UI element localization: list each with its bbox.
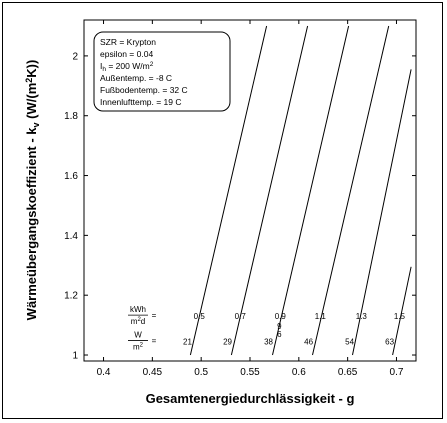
info-box (94, 32, 230, 111)
unit-equals: = (151, 336, 157, 346)
unit-numerator: kWh (130, 305, 146, 315)
annotation-value: 29 (223, 337, 232, 347)
annotation-value: 1.1 (314, 312, 326, 322)
annotation-value: 0.5 (193, 312, 205, 322)
annotation-value: 63 (385, 337, 395, 347)
annotation-value: 0.9 (274, 312, 286, 322)
info-line-1: SZR = Krypton (100, 37, 156, 47)
stray-fraction-denominator: 6 (277, 330, 282, 340)
unit-numerator: W (134, 330, 142, 340)
annotation-value: 0.7 (234, 312, 246, 322)
x-axis-title: Gesamtenergiedurchlässigkeit - g (145, 391, 355, 406)
info-line-5: Fußbodentemp. = 32 C (100, 85, 188, 95)
unit-denominator: $m^2d$ (130, 317, 146, 327)
info-line-3: $I_h = 200$ $W/m^2$ (100, 61, 154, 73)
series-line-2 (231, 26, 307, 355)
y-tick-label: 1.4 (64, 230, 78, 242)
annotation-value: 46 (304, 337, 314, 347)
y-tick-label: 2 (72, 51, 78, 63)
stray-fraction-numerator: 9 (277, 322, 282, 332)
info-line-2: epsilon = 0.04 (100, 49, 154, 59)
y-tick-label: 1 (72, 350, 78, 362)
series-line-3 (273, 26, 349, 355)
x-tick-label: 0.65 (337, 367, 358, 378)
annotation-value: 54 (345, 337, 355, 347)
y-tick-label: 1.8 (64, 111, 78, 123)
series-line-6 (393, 267, 412, 355)
info-line-6: Innenlufttemp. = 19 C (100, 97, 182, 107)
annotation-value: 1.3 (355, 312, 367, 322)
x-tick-label: 0.6 (291, 367, 306, 378)
unit-equals: = (151, 311, 157, 321)
x-tick-label: 0.7 (389, 367, 404, 378)
y-tick-label: 1.6 (64, 171, 78, 183)
annotation-unit-2 (128, 331, 157, 352)
annotations (128, 305, 406, 351)
info-line-4: Außentemp. = -8 C (100, 73, 173, 83)
x-tick-label: 0.5 (194, 367, 209, 378)
y-tick-label: 1.2 (64, 290, 78, 302)
annotation-value: 21 (183, 337, 192, 347)
unit-denominator: $m^2$ (132, 342, 144, 352)
series-line-4 (313, 26, 389, 355)
x-tick-label: 0.4 (96, 367, 111, 378)
y-axis-title: Wärmeübergangskoeffizient - $k_v$ $(W/(m^2K))$ (24, 59, 41, 321)
annotation-unit-1 (128, 305, 157, 326)
annotation-value: 1.5 (393, 312, 405, 322)
x-tick-label: 0.55 (240, 367, 260, 378)
annotation-value: 38 (264, 337, 274, 347)
x-tick-label: 0.45 (142, 367, 163, 378)
